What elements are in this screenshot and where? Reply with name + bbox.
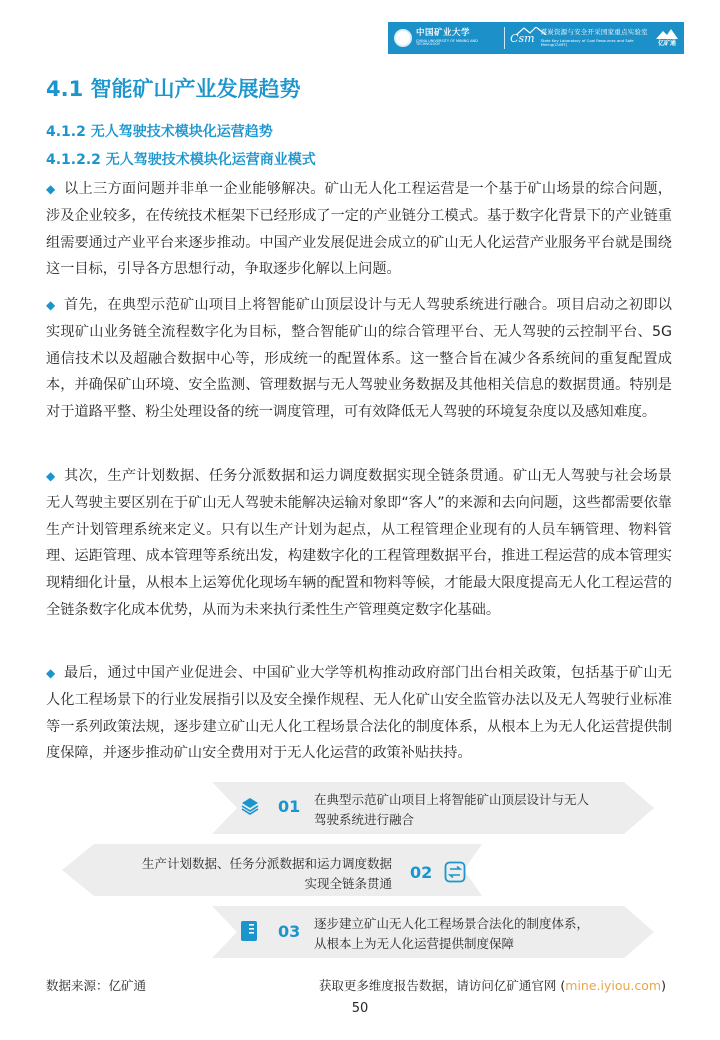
- diamond-bullet-icon: ◆: [46, 182, 56, 196]
- subsubsection-title: 4.1.2.2 无人驾驶技术模块化运营商业模式: [46, 152, 316, 168]
- brand-logo: 亿矿通: [656, 29, 678, 47]
- layers-icon: [240, 796, 260, 816]
- step-03-text: 逐步建立矿山无人化工程场景合法化的制度体系， 从根本上为无人化运营提供制度保障: [314, 916, 590, 951]
- university-seal-icon: [394, 29, 412, 47]
- transfer-icon: [444, 861, 466, 883]
- step-03: [240, 920, 300, 942]
- diamond-bullet-icon: ◆: [46, 666, 56, 680]
- step-01: [240, 796, 300, 816]
- paragraph-4: ◆ 最后，通过中国产业促进会、中国矿业大学等机构推动政府部门出台相关政策，包括基于矿山无人化工程场景下的行业发展指引以及安全操作规程、无人化矿山安全监管办法以及无人驾驶行业标准等一系列政策法规，逐步建立矿山无人化工程场景合法化的制度体系，从根本上为无人化运营提供制度保障，并逐步推动矿山安全费用对于无人化运营的政策补贴扶持。: [46, 660, 672, 767]
- three-step-diagram: [62, 778, 662, 964]
- section-title: 4.1 智能矿山产业发展趋势: [46, 77, 301, 101]
- brand-mountain-icon: [656, 29, 678, 39]
- logo-divider: [504, 27, 505, 49]
- document-icon: [240, 920, 258, 942]
- page-number: 50: [351, 1001, 369, 1016]
- paragraph-1: ◆ 以上三方面问题并非单一企业能够解决。矿山无人化工程运营是一个基于矿山场景的综合问题，涉及企业较多，在传统技术框架下已经形成了一定的产业链分工模式。基于数字化背景下的产业链重组需要通过产业平台来逐步推动。中国产业发展促进会成立的矿山无人化运营产业服务平台就是围绕这一目标，引导各方思想行动，争取逐步化解以上问题。: [46, 176, 672, 283]
- website-link[interactable]: mine.iyiou.com: [565, 978, 662, 993]
- step-number: 01: [278, 796, 301, 816]
- website-note: 获取更多维度报告数据，请访问亿矿通官网 (mine.iyiou.com): [318, 978, 666, 993]
- mountain-icon: [516, 27, 546, 35]
- header-logo-bar: [388, 22, 684, 54]
- lab-logo: Csm: [510, 32, 535, 45]
- step-01-text: 在典型示范矿山项目上将智能矿山顶层设计与无人 驾驶系统进行融合: [314, 792, 590, 827]
- paragraph-3: ◆ 其次，生产计划数据、任务分派数据和运力调度数据实现全链条贯通。矿山无人驾驶与社会场景无人驾驶主要区别在于矿山无人驾驶未能解决运输对象即“客人”的来源和去向问题，这些都需要依靠生产计划管理系统来定义。只有以生产计划为起点，从工程管理企业现有的人员车辆管理、物料管理、运距管理、成本管理等系统出发，构建数字化的工程管理数据平台，推进工程运营的成本管理实现精细化计量，从根本上运筹优化现场车辆的配置和物料等候，才能最大限度提高无人化工程运营的全链条数字化成本优势，从而为未来执行柔性生产管理奠定数字化基础。: [46, 463, 672, 624]
- step-02-text: 生产计划数据、任务分派数据和运力调度数据 实现全链条贯通: [141, 856, 392, 891]
- data-source: 数据来源：亿矿通: [46, 978, 147, 993]
- step-number: 02: [410, 862, 433, 882]
- university-logo: 中国矿业大学 CHINA UNIVERSITY OF MINING AND TECHNOLOGY: [416, 28, 478, 47]
- diamond-bullet-icon: ◆: [46, 298, 56, 312]
- subsection-title: 4.1.2 无人驾驶技术模块化运营趋势: [46, 124, 273, 140]
- step-02: [410, 861, 466, 883]
- lab-name: 煤炭资源与安全开采国家重点实验室 State Key Laboratory of Coal Resources and Safe Mining(CUMT): [540, 28, 648, 47]
- step-number: 03: [278, 921, 301, 941]
- paragraph-2: ◆ 首先，在典型示范矿山项目上将智能矿山顶层设计与无人驾驶系统进行融合。项目启动之初即以实现矿山业务链全流程数字化为目标，整合智能矿山的综合管理平台、无人驾驶的云控制平台、5G通信技术以及超融合数据中心等，形成统一的配置体系。这一整合旨在减少各系统间的重复配置成本，并确保矿山环境、安全监测、管理数据与无人驾驶业务数据及其他相关信息的数据贯通。特别是对于道路平整、粉尘处理设备的统一调度管理，可有效降低无人驾驶的环境复杂度以及感知难度。: [46, 292, 672, 426]
- diamond-bullet-icon: ◆: [46, 469, 56, 483]
